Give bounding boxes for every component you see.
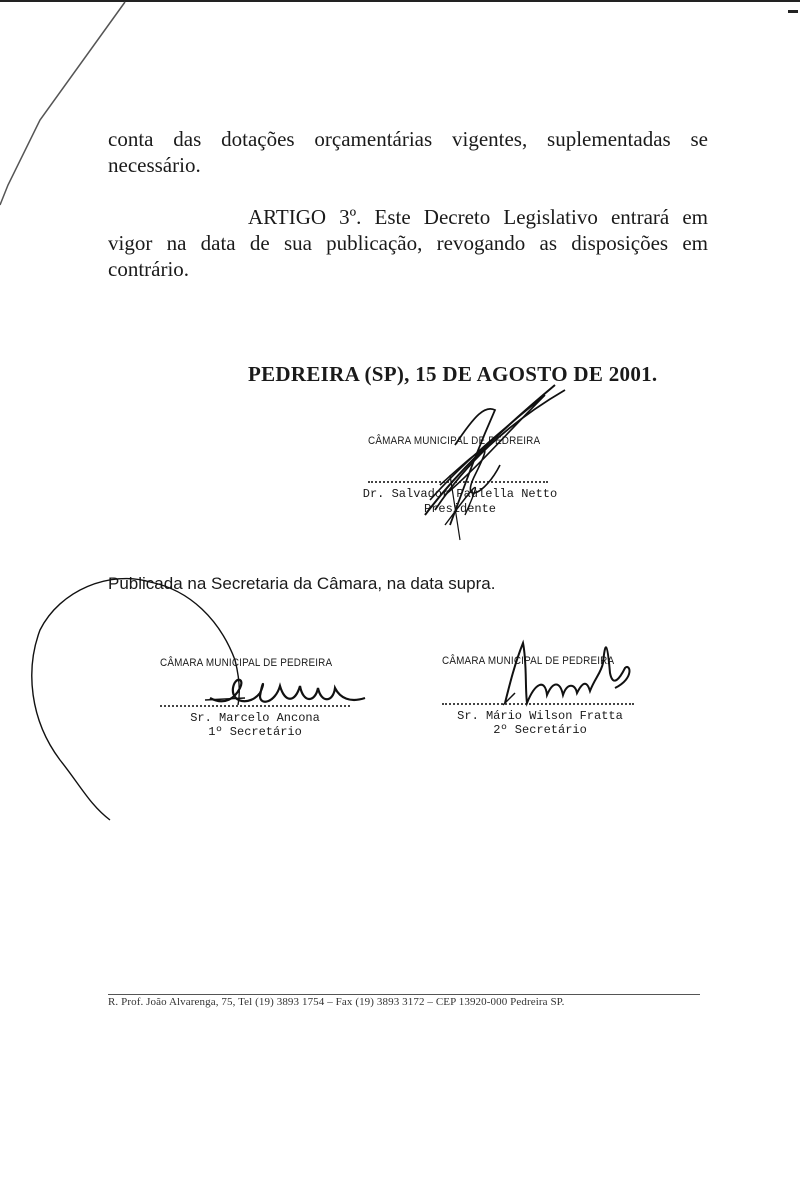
secretary1-stamp: CÂMARA MUNICIPAL DE PEDREIRA [160, 657, 333, 669]
scan-corner-mark [788, 10, 798, 13]
footer-rule [108, 994, 700, 995]
article-3-text: Este Decreto Legislativo entrará em vigor na data de sua publicação, revogando as disposições em contrário. [108, 205, 709, 281]
secretary2-role: 2º Secretário [493, 723, 587, 737]
president-role: Presidente [423, 502, 496, 516]
date-line: PEDREIRA (SP), 15 DE AGOSTO DE 2001. [248, 362, 658, 386]
secretary1-role: 1º Secretário [208, 725, 302, 739]
secretary1-name: Sr. Marcelo Ancona [190, 711, 320, 725]
publication-statement: Publicada na Secretaria da Câmara, na data supra. [108, 574, 496, 593]
paragraph-continuation: conta das dotações orçamentárias vigentes, suplementadas se necessário. [108, 127, 708, 177]
scan-fold-line [0, 0, 130, 210]
secretary1-signature [205, 668, 375, 718]
secretary2-signature [495, 633, 645, 718]
article-3-paragraph [108, 204, 708, 282]
article-3-heading: ARTIGO 3º. [248, 205, 362, 229]
secretary2-name: Sr. Mário Wilson Fratta [457, 709, 623, 723]
president-stamp: CÂMARA MUNICIPAL DE PEDREIRA [368, 435, 541, 447]
president-signature [415, 375, 595, 545]
secretary2-stamp: CÂMARA MUNICIPAL DE PEDREIRA [442, 655, 615, 667]
footer-address: R. Prof. João Alvarenga, 75, Tel (19) 3893 1754 – Fax (19) 3893 3172 – CEP 13920-000 Pedreira SP. [108, 996, 565, 1008]
president-name: Dr. Salvador Paulella Netto [362, 487, 558, 501]
